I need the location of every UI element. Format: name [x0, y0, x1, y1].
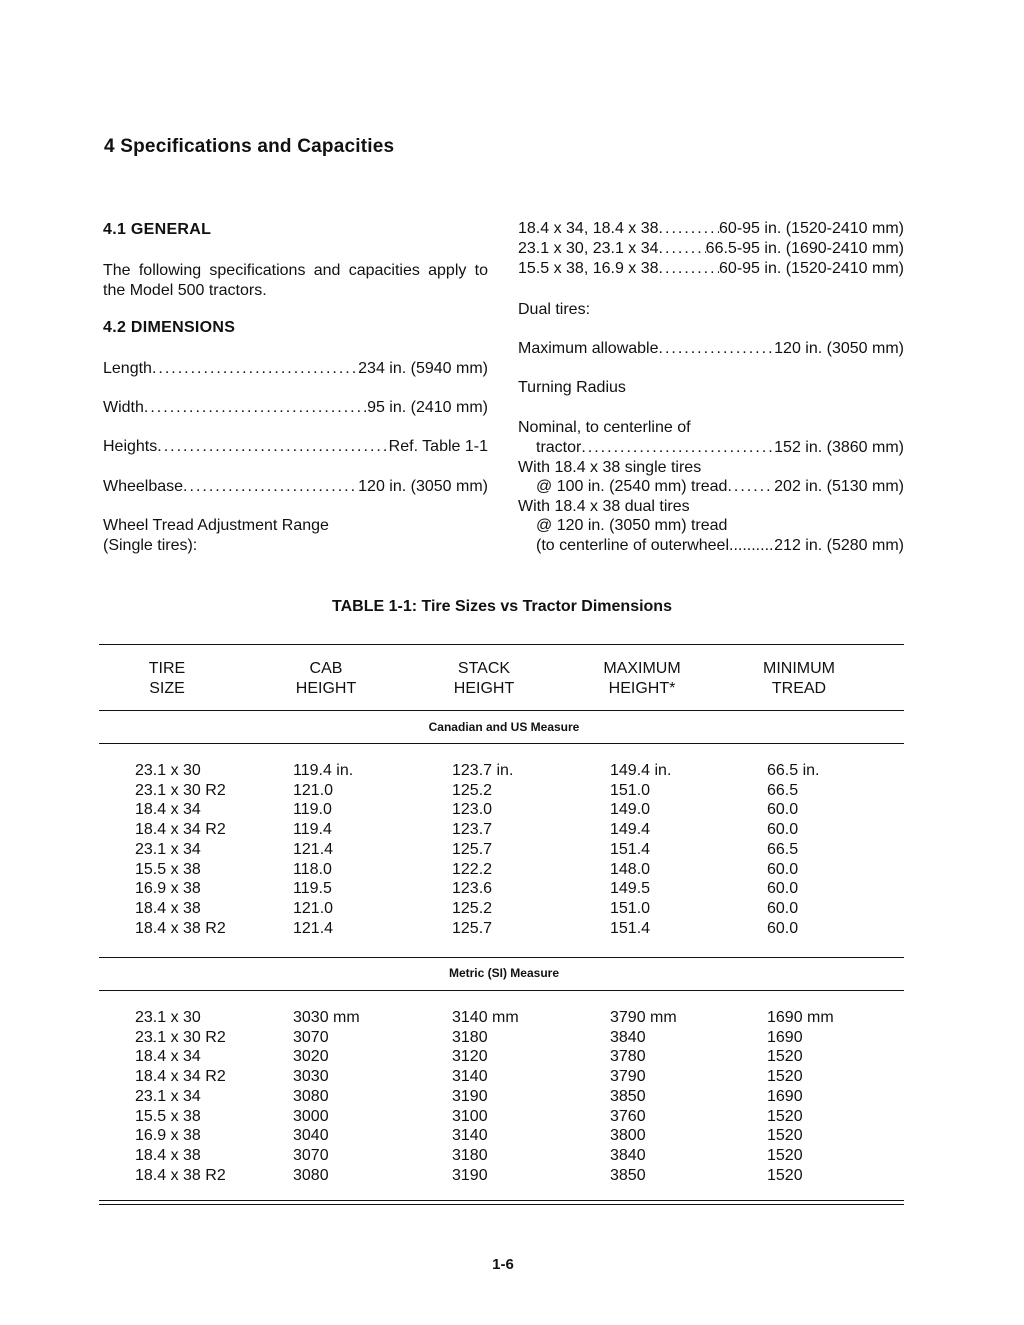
cab-height-cell: 118.0 [293, 860, 332, 878]
tire-size-cell: 15.5 x 38 [135, 1107, 201, 1125]
minimum-tread-cell: 1520 [767, 1127, 803, 1145]
spec-label: Wheelbase [103, 478, 184, 495]
maximum-height-cell: 151.0 [610, 899, 651, 917]
minimum-tread-cell: 66.5 in. [767, 762, 820, 779]
header-maximum-height [572, 659, 712, 699]
us-measure-caption: Canadian and US Measure [428, 720, 580, 734]
stack-height-cell: 125.7 [452, 919, 493, 937]
header-line: TREAD [771, 680, 827, 697]
spec-wheelbase [103, 477, 488, 497]
tread-item [518, 239, 904, 259]
table-row [0, 900, 1024, 920]
cab-height-cell: 3040 [293, 1127, 329, 1145]
tire-size-cell: 18.4 x 34 [135, 801, 201, 819]
maximum-height-cell: 149.4 [610, 821, 651, 839]
turning-radius-label: Turning Radius [518, 379, 626, 396]
header-line: MAXIMUM [603, 660, 681, 677]
cab-height-cell: 119.4 [293, 821, 332, 839]
cab-height-cell: 119.5 [293, 880, 332, 898]
stack-height-cell: 123.6 [452, 880, 493, 898]
tire-size-cell: 16.9 x 38 [135, 880, 201, 898]
minimum-tread-cell: 60.0 [767, 899, 799, 917]
cab-height-cell: 3020 [293, 1048, 329, 1066]
stack-height-cell: 125.7 [452, 840, 493, 858]
cab-height-cell: 3070 [293, 1028, 329, 1046]
max-allowable-label: Maximum allowable [518, 340, 659, 357]
tire-size-cell: 15.5 x 38 [135, 860, 201, 878]
tire-size-cell: 23.1 x 30 R2 [135, 1028, 226, 1046]
table-row [0, 1048, 1024, 1068]
tread-item-label: 18.4 x 34, 18.4 x 38 [518, 220, 659, 237]
page-number: 1-6 [492, 1256, 514, 1273]
maximum-height-cell: 151.0 [610, 781, 651, 799]
tread-item-value: 60-95 in. (1520-2410 mm) [719, 220, 904, 237]
header-line: TIRE [148, 660, 186, 677]
stack-height-cell: 3100 [452, 1107, 488, 1125]
tractor-radius [518, 438, 904, 458]
minimum-tread-cell: 1520 [767, 1146, 803, 1164]
spec-value: 95 in. (2410 mm) [367, 399, 488, 416]
header-bottom-rule [99, 710, 904, 711]
metric-measure-caption: Metric (SI) Measure [448, 966, 560, 980]
spec-label: Heights [103, 438, 158, 455]
spec-value: 234 in. (5940 mm) [358, 360, 488, 377]
tread-item-value: 66.5-95 in. (1690-2410 mm) [705, 240, 904, 257]
table-row [0, 782, 1024, 802]
table-title: TABLE 1-1: Tire Sizes vs Tractor Dimensions [332, 598, 672, 615]
tire-size-cell: 18.4 x 38 R2 [135, 1166, 226, 1184]
stack-height-cell: 3180 [452, 1028, 488, 1046]
dual-tires-line: With 18.4 x 38 dual tires [518, 498, 690, 515]
table-row [0, 1088, 1024, 1108]
maximum-height-cell: 3790 mm [610, 1009, 677, 1026]
header-tire-size [97, 659, 237, 699]
cab-height-cell: 121.4 [293, 840, 334, 858]
table-row [0, 920, 1024, 940]
max-allowable [518, 339, 904, 359]
cab-height-cell: 121.0 [293, 781, 334, 799]
table-row [0, 861, 1024, 881]
outer-wheel-label: (to centerline of outerwheel [536, 537, 729, 554]
dual-tires-label: Dual tires: [518, 301, 591, 318]
maximum-height-cell: 149.5 [610, 880, 651, 898]
table-row [0, 1068, 1024, 1088]
max-allowable-value: 120 in. (3050 mm) [774, 340, 904, 357]
stack-height-cell: 122.2 [452, 860, 493, 878]
stack-height-cell: 3120 [452, 1048, 488, 1066]
maximum-height-cell: 3850 [610, 1087, 646, 1105]
cab-height-cell: 3080 [293, 1166, 329, 1184]
tire-size-cell: 18.4 x 38 R2 [135, 919, 226, 937]
tread-item [518, 259, 904, 279]
maximum-height-cell: 3840 [610, 1146, 646, 1164]
table-row [0, 801, 1024, 821]
tread-item [518, 219, 904, 239]
header-line: MINIMUM [763, 660, 835, 677]
cab-height-cell: 3030 [293, 1068, 329, 1086]
table-row [0, 821, 1024, 841]
cab-height-cell: 121.0 [293, 899, 334, 917]
maximum-height-cell: 3760 [610, 1107, 646, 1125]
minimum-tread-cell: 60.0 [767, 880, 799, 898]
single-tread-value: 202 in. (5130 mm) [774, 478, 904, 495]
stack-height-cell: 123.7 in. [452, 762, 514, 779]
minimum-tread-cell: 1520 [767, 1107, 803, 1125]
minimum-tread-cell: 1520 [767, 1166, 803, 1184]
tire-size-cell: 23.1 x 30 [135, 1009, 201, 1026]
tread-range-sublabel: (Single tires): [103, 537, 198, 554]
spec-heights [103, 437, 488, 457]
header-line: STACK [457, 660, 511, 677]
stack-height-cell: 3140 [452, 1127, 488, 1145]
table-bottom-rule-double [99, 1204, 904, 1205]
tire-size-cell: 18.4 x 34 [135, 1048, 201, 1066]
tire-size-cell: 18.4 x 34 R2 [135, 821, 226, 839]
nominal-label: Nominal, to centerline of [518, 419, 691, 436]
tread-range-label: Wheel Tread Adjustment Range [103, 517, 329, 534]
tire-size-cell: 16.9 x 38 [135, 1127, 201, 1145]
stack-height-cell: 3190 [452, 1166, 488, 1184]
cab-height-cell: 119.0 [293, 801, 332, 819]
header-line: HEIGHT [295, 680, 357, 697]
cab-height-cell: 3080 [293, 1087, 329, 1105]
tread-item-value: 60-95 in. (1520-2410 mm) [719, 260, 904, 277]
dimensions-heading: 4.2 DIMENSIONS [103, 319, 236, 336]
table-top-rule [99, 644, 904, 645]
outer-wheel-value: 212 in. (5280 mm) [774, 537, 904, 554]
spec-value: Ref. Table 1-1 [388, 438, 488, 455]
maximum-height-cell: 149.4 in. [610, 762, 672, 779]
tire-size-cell: 23.1 x 30 R2 [135, 781, 226, 799]
maximum-height-cell: 149.0 [610, 801, 651, 819]
table-row [0, 1009, 1024, 1029]
cab-height-cell: 119.4 in. [293, 762, 354, 779]
spec-label: Width [103, 399, 144, 416]
cab-height-cell: 121.4 [293, 919, 334, 937]
table-row [0, 1127, 1024, 1147]
table-row [0, 1147, 1024, 1167]
general-heading: 4.1 GENERAL [103, 221, 212, 238]
maximum-height-cell: 3840 [610, 1028, 646, 1046]
us-bottom-rule [99, 957, 904, 958]
header-stack-height [414, 659, 554, 699]
minimum-tread-cell: 60.0 [767, 821, 799, 839]
maximum-height-cell: 151.4 [610, 840, 651, 858]
single-tread-label: @ 100 in. (2540 mm) tread [536, 478, 728, 495]
maximum-height-cell: 3780 [610, 1048, 646, 1066]
minimum-tread-cell: 1690 mm [767, 1009, 834, 1026]
dual-tread-label: @ 120 in. (3050 mm) tread [536, 517, 728, 534]
minimum-tread-cell: 60.0 [767, 919, 799, 937]
table-row [0, 762, 1024, 782]
spec-label: Length [103, 360, 152, 377]
maximum-height-cell: 3800 [610, 1127, 646, 1145]
table-row [0, 841, 1024, 861]
stack-height-cell: 123.0 [452, 801, 493, 819]
minimum-tread-cell: 66.5 [767, 840, 799, 858]
metric-caption-rule [99, 990, 904, 991]
table-bottom-rule [99, 1200, 904, 1201]
outer-wheel-radius [518, 536, 904, 556]
header-line: HEIGHT* [608, 680, 676, 697]
tire-size-cell: 18.4 x 38 [135, 1146, 201, 1164]
stack-height-cell: 3140 mm [452, 1009, 519, 1026]
section-title: 4 Specifications and Capacities [104, 136, 395, 157]
header-line: HEIGHT [453, 680, 515, 697]
table-row [0, 880, 1024, 900]
maximum-height-cell: 151.4 [610, 919, 651, 937]
tread-item-label: 15.5 x 38, 16.9 x 38 [518, 260, 659, 277]
single-tread-radius [518, 477, 904, 497]
tire-size-cell: 18.4 x 38 [135, 899, 201, 917]
minimum-tread-cell: 60.0 [767, 860, 799, 878]
stack-height-cell: 123.7 [452, 821, 493, 839]
table-row [0, 1029, 1024, 1049]
single-tires-label: With 18.4 x 38 single tires [518, 459, 702, 476]
minimum-tread-cell: 1520 [767, 1068, 803, 1086]
minimum-tread-cell: 1520 [767, 1048, 803, 1066]
general-text: The following specifications and capacities apply to the Model 500 tractors. [103, 262, 488, 299]
tractor-radius-value: 152 in. (3860 mm) [774, 439, 904, 456]
maximum-height-cell: 148.0 [610, 860, 651, 878]
minimum-tread-cell: 1690 [767, 1028, 803, 1046]
stack-height-cell: 3140 [452, 1068, 488, 1086]
minimum-tread-cell: 66.5 [767, 781, 799, 799]
minimum-tread-cell: 1690 [767, 1087, 803, 1105]
tire-size-cell: 23.1 x 34 [135, 1087, 201, 1105]
cab-height-cell: 3030 mm [293, 1009, 360, 1026]
spec-width [103, 398, 488, 418]
tread-item-label: 23.1 x 30, 23.1 x 34 [518, 240, 659, 257]
maximum-height-cell: 3850 [610, 1166, 646, 1184]
header-line: CAB [309, 660, 343, 677]
tire-size-cell: 23.1 x 34 [135, 840, 201, 858]
stack-height-cell: 3180 [452, 1146, 488, 1164]
stack-height-cell: 125.2 [452, 899, 493, 917]
cab-height-cell: 3000 [293, 1107, 329, 1125]
stack-height-cell: 125.2 [452, 781, 493, 799]
maximum-height-cell: 3790 [610, 1068, 646, 1086]
tractor-radius-label: tractor [536, 439, 582, 456]
stack-height-cell: 3190 [452, 1087, 488, 1105]
spec-value: 120 in. (3050 mm) [358, 478, 488, 495]
tire-size-cell: 23.1 x 30 [135, 762, 201, 779]
table-row [0, 1108, 1024, 1128]
us-caption-rule [99, 743, 904, 744]
minimum-tread-cell: 60.0 [767, 801, 799, 819]
spec-length [103, 359, 488, 379]
tire-size-cell: 18.4 x 34 R2 [135, 1068, 226, 1086]
cab-height-cell: 3070 [293, 1146, 329, 1164]
table-row [0, 1167, 1024, 1187]
header-cab-height [256, 659, 396, 699]
header-minimum-tread [729, 659, 869, 699]
header-line: SIZE [149, 680, 185, 697]
